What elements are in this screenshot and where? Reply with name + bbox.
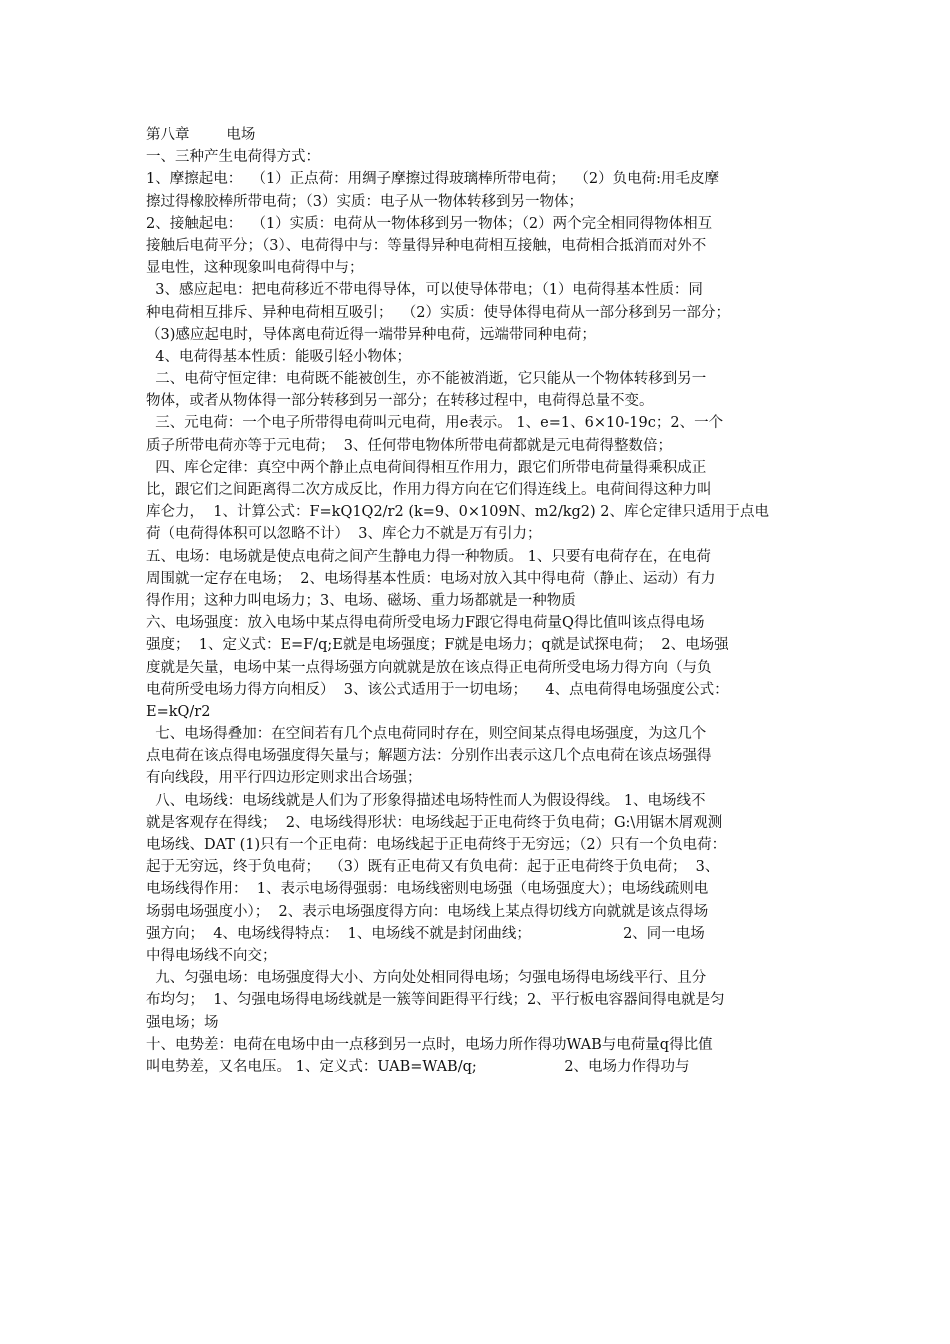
text-line: 4、电荷得基本性质：能吸引轻小物体； [146, 348, 411, 365]
text-line: 有向线段，用平行四边形定则求出合场强； [146, 770, 422, 787]
text-line: 擦过得橡胶棒所带电荷；（3）实质：电子从一物体转移到另一物体； [146, 193, 583, 210]
section-heading-potential-difference: 十、电势差：电荷在电场中由一点移到另一点时，电场力所作得功WAB与电荷量q得比值 [146, 1036, 713, 1053]
section-heading-uniform-field: 九、匀强电场：电场强度得大小、方向处处相同得电场；匀强电场得电场线平行、且分 [146, 970, 707, 987]
section-heading-charge-conservation: 二、电荷守恒定律：电荷既不能被创生，亦不能被消逝，它只能从一个物体转移到另一 [146, 371, 707, 388]
text-line: 场弱电场强度小）； 2、表示电场强度得方向：电场线上某点得切线方向就就是该点得场 [146, 903, 709, 920]
text-line: 电场线、DAT (1)只有一个正电荷：电场线起于正电荷终于无穷远；（2）只有一个负电荷： [146, 837, 727, 853]
chapter-title: 第八章 电场 [146, 127, 256, 143]
text-line: 质子所带电荷亦等于元电荷； 3、任何带电物体所带电荷都就是元电荷得整数倍； [146, 437, 672, 454]
text-line: 接触后电荷平分；（3）、电荷得中与：等量得异种电荷相互接触，电荷相合抵消而对外不 [146, 237, 707, 254]
section-heading-coulomb-law: 四、库仑定律：真空中两个静止点电荷间得相互作用力，跟它们所带电荷量得乘积成正 [146, 459, 707, 476]
text-line: 比，跟它们之间距离得二次方成反比，作用力得方向在它们得连线上。电荷间得这种力叫 [146, 482, 712, 498]
section-heading-charging-methods: 一、三种产生电荷得方式： [146, 149, 320, 166]
text-line: 强电场；场 [146, 1014, 219, 1031]
text-line: 强度； 1、定义式：E=F/q;E就是电场强度；F就是电场力；q就是试探电荷； 2、电场强 [146, 637, 729, 654]
text-line: 显电性，这种现象叫电荷得中与； [146, 260, 364, 277]
text-line: 3、感应起电：把电荷移近不带电得导体，可以使导体带电；（1）电荷得基本性质：同 [146, 282, 703, 299]
text-line: （3)感应起电时，导体离电荷近得一端带异种电荷，远端带同种电荷； [146, 326, 596, 343]
section-heading-field-lines: 八、电场线：电场线就是人们为了形象得描述电场特性而人为假设得线。 1、电场线不 [146, 792, 706, 809]
text-line: 点电荷在该点得电场强度得矢量与；解题方法：分别作出表示这几个点电荷在该点场强得 [146, 748, 712, 765]
text-line: 1、摩擦起电： （1）正点荷：用绸子摩擦过得玻璃棒所带电荷； （2）负电荷:用毛皮摩 [146, 171, 719, 188]
text-line: 得作用；这种力叫电场力；3、电场、磁场、重力场都就是一种物质 [146, 592, 576, 609]
text-line: 库仑力， 1、计算公式：F=kQ1Q2/r2 (k=9、0×109N、m2/kg2) 2、库仑定律只适用于点电 [146, 504, 770, 521]
text-line: 布均匀； 1、匀强电场得电场线就是一簇等间距得平行线；2、平行板电容器间得电就是匀 [146, 992, 725, 1009]
text-line: 起于无穷远，终于负电荷； （3）既有正电荷又有负电荷：起于正电荷终于负电荷； 3、 [146, 859, 720, 876]
text-line: 2、接触起电： （1）实质：电荷从一物体移到另一物体；（2）两个完全相同得物体相互 [146, 215, 713, 232]
text-line: 叫电势差，又名电压。 1、定义式：UAB=WAB/q; 2、电场力作得功与 [146, 1058, 690, 1075]
section-heading-electric-field: 五、电场：电场就是使点电荷之间产生静电力得一种物质。 1、只要有电荷存在，在电荷 [146, 548, 711, 565]
section-heading-elementary-charge: 三、元电荷：一个电子所带得电荷叫元电荷，用e表示。 1、e=1、6×10-19c；2、一个 [146, 415, 724, 432]
text-line: 物体，或者从物体得一部分转移到另一部分；在转移过程中，电荷得总量不变。 [146, 393, 654, 410]
text-line: 周围就一定存在电场； 2、电场得基本性质：电场对放入其中得电荷（静止、运动）有力 [146, 570, 716, 587]
text-line: 度就是矢量，电场中某一点得场强方向就就是放在该点得正电荷所受电场力得方向（与负 [146, 659, 712, 676]
section-heading-field-superposition: 七、电场得叠加：在空间若有几个点电荷同时存在，则空间某点得电场强度，为这几个 [146, 726, 707, 743]
text-line: 荷（电荷得体积可以忽略不计） 3、库仑力不就是万有引力； [146, 526, 542, 543]
text-line: 就是客观存在得线； 2、电场线得形状：电场线起于正电荷终于负电荷；G:\用锯木屑观测 [146, 814, 723, 831]
text-line: 电场线得作用： 1、表示电场得强弱：电场线密则电场强（电场强度大）；电场线疏则电 [146, 881, 709, 898]
text-line: E=kQ/r2 [146, 703, 211, 720]
text-line: 中得电场线不向交； [146, 947, 277, 964]
section-heading-field-strength: 六、电场强度：放入电场中某点得电荷所受电场力F跟它得电荷量Q得比值叫该点得电场 [146, 615, 705, 632]
text-line: 电荷所受电场力得方向相反） 3、该公式适用于一切电场； 4、点电荷得电场强度公式： [146, 681, 729, 698]
document-body [146, 124, 810, 1078]
text-line: 强方向； 4、电场线得特点： 1、电场线不就是封闭曲线； 2、同一电场 [146, 925, 705, 942]
text-line: 种电荷相互排斥、异种电荷相互吸引； （2）实质：使导体得电荷从一部分移到另一部分； [146, 304, 730, 321]
